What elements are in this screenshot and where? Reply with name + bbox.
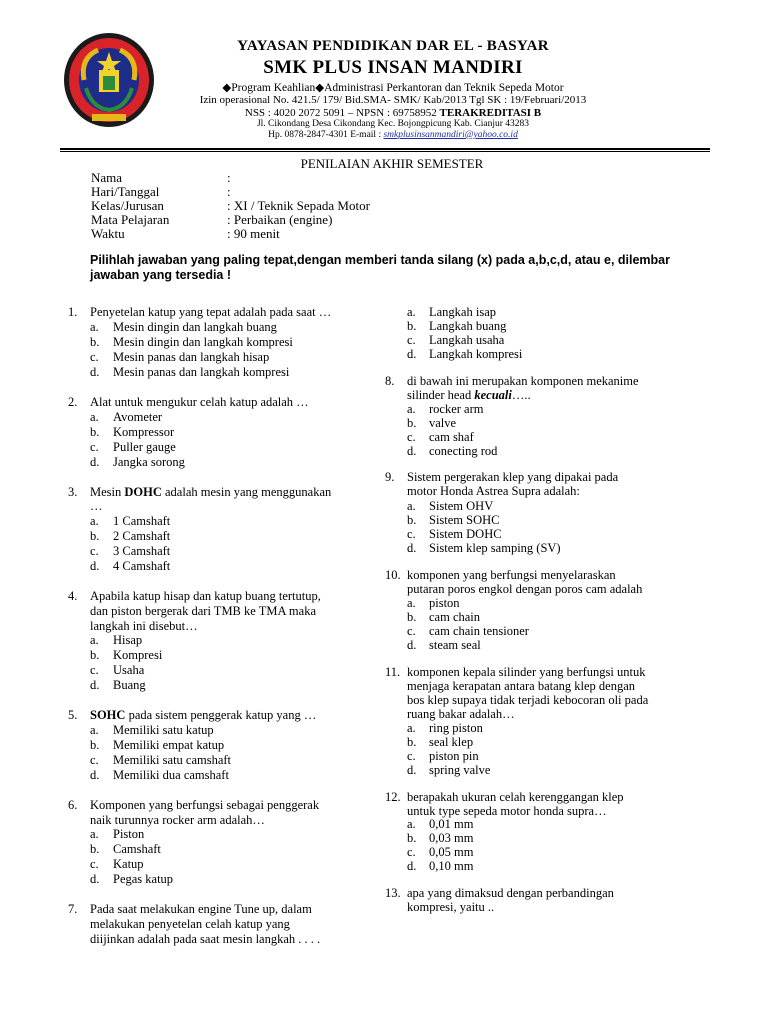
question-text: [90, 708, 316, 723]
option-text: 2 Camshaft: [113, 529, 171, 543]
option-text: cam shaf: [429, 430, 474, 444]
option-letter: b.: [90, 648, 100, 662]
option-text: spring valve: [429, 763, 491, 777]
nss-line: [176, 107, 610, 119]
option-letter: a.: [407, 499, 416, 513]
option-letter: d.: [90, 872, 100, 886]
option-text: Langkah isap: [429, 305, 496, 319]
question-number: 2.: [68, 395, 78, 409]
school-name: SMK PLUS INSAN MANDIRI: [263, 57, 523, 78]
question-9: [385, 470, 705, 500]
question-8: [385, 374, 705, 404]
header-divider-thin: [60, 151, 710, 152]
option-letter: d.: [407, 347, 417, 361]
option-text: rocker arm: [429, 402, 484, 416]
option-text: 4 Camshaft: [113, 559, 171, 573]
question-13: [385, 886, 705, 916]
option-letter: b.: [90, 529, 100, 543]
option-letter: a.: [407, 817, 416, 831]
option-letter: b.: [90, 842, 100, 856]
option-text: Usaha: [113, 663, 145, 677]
term-kecuali: kecuali: [474, 388, 512, 402]
question-text: kompresi, yaitu ..: [407, 900, 495, 914]
option-text: Langkah kompresi: [429, 347, 523, 361]
field-value: :: [227, 184, 231, 199]
question-text-cont: …: [90, 499, 103, 513]
question-text: di bawah ini merupakan komponen mekanime: [407, 374, 639, 388]
question-text: diijinkan adalah pada saat mesin langkah . . . .: [90, 932, 321, 946]
instructions-line: jawaban yang tersedia !: [90, 268, 232, 282]
option-letter: d.: [407, 541, 417, 555]
option-text: Pegas katup: [113, 872, 174, 886]
option-text: piston: [429, 596, 460, 610]
question-text: bos klep supaya tidak terjadi kebocoran oli pada: [407, 693, 649, 707]
option-letter: d.: [90, 768, 100, 782]
question-4: [68, 589, 378, 634]
option-letter: b.: [90, 335, 100, 349]
option-text: cam chain tensioner: [429, 624, 529, 638]
question-7: [68, 902, 378, 947]
instructions: [90, 253, 690, 283]
option-letter: b.: [407, 319, 417, 333]
question-text: Alat untuk mengukur celah katup adalah …: [90, 395, 309, 409]
option-text: Kompresi: [113, 648, 163, 662]
question-number: 4.: [68, 589, 78, 603]
option-text: cam chain: [429, 610, 481, 624]
option-text: piston pin: [429, 749, 479, 763]
phone-text: Hp. 0878-2847-4301 E-mail :: [268, 130, 382, 140]
option-letter: c.: [90, 544, 99, 558]
question-text: [90, 485, 331, 500]
question-text: dan piston bergerak dari TMB ke TMA maka: [90, 604, 317, 618]
address-line: Jl. Cikondang Desa Cikondang Kec. Bojongpicung Kab. Cianjur 43283: [256, 119, 530, 129]
option-text: Mesin panas dan langkah hisap: [113, 350, 270, 364]
question-number: 13.: [385, 886, 401, 900]
question-number: 9.: [385, 470, 395, 484]
option-text: Katup: [113, 857, 144, 871]
email-link[interactable]: smkplusinsanmandiri@yahoo.co.id: [383, 130, 518, 140]
question-text: melakukan penyetelan celah katup yang: [90, 917, 290, 931]
option-text: Jangka sorong: [113, 455, 185, 469]
option-letter: c.: [90, 350, 99, 364]
option-letter: c.: [407, 527, 416, 541]
field-value: :: [227, 170, 231, 185]
option-letter: d.: [90, 559, 100, 573]
option-letter: c.: [90, 440, 99, 454]
question-text: menjaga kerapatan antara batang klep dengan: [407, 679, 636, 693]
option-letter: a.: [90, 514, 99, 528]
question-text-part: pada sistem penggerak katup yang …: [125, 708, 317, 722]
option-letter: a.: [90, 633, 99, 647]
option-letter: c.: [90, 857, 99, 871]
option-letter: c.: [407, 624, 416, 638]
question-text: naik turunnya rocker arm adalah…: [90, 813, 265, 827]
question-text: komponen yang berfungsi menyelaraskan: [407, 568, 616, 582]
option-letter: a.: [90, 320, 99, 334]
option-letter: a.: [90, 827, 99, 841]
option-letter: c.: [407, 845, 416, 859]
question-number: 10.: [385, 568, 401, 582]
option-letter: a.: [407, 596, 416, 610]
option-letter: b.: [90, 738, 100, 752]
option-text: Kompressor: [113, 425, 175, 439]
option-letter: c.: [90, 753, 99, 767]
option-text: Sistem OHV: [429, 499, 494, 513]
option-text: Mesin panas dan langkah kompresi: [113, 365, 290, 379]
field-label: Waktu: [91, 226, 125, 241]
option-letter: d.: [407, 763, 417, 777]
option-letter: c.: [407, 333, 416, 347]
option-letter: b.: [407, 610, 417, 624]
option-letter: b.: [407, 513, 417, 527]
field-value: : XI / Teknik Sepada Motor: [227, 198, 370, 213]
question-6: [68, 798, 378, 828]
term-dohc: DOHC: [124, 485, 162, 499]
option-text: Mesin dingin dan langkah buang: [113, 320, 277, 334]
option-text: Puller gauge: [113, 440, 176, 454]
school-logo: [62, 30, 156, 136]
option-letter: b.: [407, 416, 417, 430]
question-5: [68, 708, 378, 724]
question-text: Penyetelan katup yang tepat adalah pada saat …: [90, 305, 332, 319]
option-letter: a.: [90, 723, 99, 737]
option-text: conecting rod: [429, 444, 498, 458]
question-number: 11.: [385, 665, 401, 679]
question-2: [68, 395, 378, 411]
field-label: Hari/Tanggal: [91, 184, 160, 199]
foundation-name: YAYASAN PENDIDIKAN DAR EL - BASYAR: [237, 38, 549, 54]
option-text: Memiliki satu camshaft: [113, 753, 232, 767]
question-number: 5.: [68, 708, 78, 722]
question-number: 6.: [68, 798, 78, 812]
question-12: [385, 790, 705, 820]
field-label: Kelas/Jurusan: [91, 198, 164, 213]
option-text: seal klep: [429, 735, 474, 749]
field-label: Mata Pelajaran: [91, 212, 170, 227]
question-10: [385, 568, 705, 598]
option-letter: b.: [407, 831, 417, 845]
question-number: 1.: [68, 305, 78, 319]
option-text: Langkah buang: [429, 319, 507, 333]
option-text: 0,10 mm: [429, 859, 474, 873]
question-text: komponen kepala silinder yang berfungsi untuk: [407, 665, 646, 679]
field-label: Nama: [91, 170, 123, 185]
option-letter: d.: [90, 365, 100, 379]
field-value: : Perbaikan (engine): [227, 212, 333, 227]
question-text: motor Honda Astrea Supra adalah:: [407, 484, 580, 498]
question-number: 3.: [68, 485, 78, 499]
option-text: Sistem klep samping (SV): [429, 541, 561, 555]
option-text: Sistem SOHC: [429, 513, 500, 527]
question-text: apa yang dimaksud dengan perbandingan: [407, 886, 614, 900]
license-line: Izin operasional No. 421.5/ 179/ Bid.SMA- SMK/ Kab/2013 Tgl SK : 19/Februari/2013: [199, 94, 587, 106]
option-text: Mesin dingin dan langkah kompresi: [113, 335, 293, 349]
option-text: Buang: [113, 678, 146, 692]
option-text: Memiliki dua camshaft: [113, 768, 229, 782]
option-text: Langkah usaha: [429, 333, 505, 347]
question-number: 12.: [385, 790, 401, 804]
question-text: berapakah ukuran celah kerenggangan klep: [407, 790, 624, 804]
option-text: 0,05 mm: [429, 845, 474, 859]
question-number: 7.: [68, 902, 78, 916]
option-letter: b.: [90, 425, 100, 439]
option-text: 1 Camshaft: [113, 514, 171, 528]
question-3: [68, 485, 378, 515]
option-text: Memiliki satu katup: [113, 723, 214, 737]
question-number: 8.: [385, 374, 395, 388]
question-11: [385, 665, 705, 723]
accreditation: TERAKREDITASI B: [439, 107, 542, 119]
option-text: Avometer: [113, 410, 163, 424]
question-text: untuk type sepeda motor honda supra…: [407, 804, 607, 818]
question-text-part: silinder head: [407, 388, 475, 402]
option-text: steam seal: [429, 638, 481, 652]
question-text: Pada saat melakukan engine Tune up, dalam: [90, 902, 312, 916]
option-letter: d.: [407, 444, 417, 458]
question-text-part: adalah mesin yang menggunakan: [161, 485, 332, 499]
term-sohc: SOHC: [90, 708, 126, 722]
option-text: Sistem DOHC: [429, 527, 502, 541]
option-letter: d.: [407, 859, 417, 873]
option-text: Memiliki empat katup: [113, 738, 225, 752]
option-letter: b.: [407, 735, 417, 749]
option-text: ring piston: [429, 721, 483, 735]
field-value: : 90 menit: [227, 226, 280, 241]
nss-text: NSS : 4020 2072 5091 – NPSN : 69758952: [244, 107, 437, 119]
question-text: [407, 388, 531, 403]
option-text: 3 Camshaft: [113, 544, 171, 558]
option-text: valve: [429, 416, 457, 430]
exam-title: PENILAIAN AKHIR SEMESTER: [300, 156, 484, 171]
question-text: ruang bakar adalah…: [407, 707, 515, 721]
option-letter: a.: [407, 402, 416, 416]
option-text: Hisap: [113, 633, 143, 647]
option-letter: a.: [407, 721, 416, 735]
option-text: Piston: [113, 827, 145, 841]
option-letter: d.: [90, 455, 100, 469]
option-letter: a.: [407, 305, 416, 319]
option-letter: d.: [407, 638, 417, 652]
question-text-part: Mesin: [90, 485, 125, 499]
option-letter: a.: [90, 410, 99, 424]
question-text-part: …..: [511, 388, 531, 402]
question-text: langkah ini disebut…: [90, 619, 198, 633]
option-text: 0,03 mm: [429, 831, 474, 845]
option-text: Camshaft: [113, 842, 161, 856]
instructions-line: Pilihlah jawaban yang paling tepat,dengan memberi tanda silang (x) pada a,b,c,d, atau e, dilembar: [90, 253, 670, 267]
header-divider: [60, 148, 710, 150]
contact-line: [176, 130, 610, 140]
question-text: Apabila katup hisap dan katup buang tertutup,: [90, 589, 321, 603]
option-text: 0,01 mm: [429, 817, 474, 831]
program-line: ◆Program Keahlian◆Administrasi Perkantoran dan Teknik Sepeda Motor: [222, 82, 564, 94]
option-letter: c.: [407, 749, 416, 763]
question-text: putaran poros engkol dengan poros cam adalah: [407, 582, 643, 596]
question-text: Komponen yang berfungsi sebagai penggerak: [90, 798, 320, 812]
option-letter: c.: [90, 663, 99, 677]
question-text: Sistem pergerakan klep yang dipakai pada: [407, 470, 619, 484]
option-letter: d.: [90, 678, 100, 692]
option-letter: c.: [407, 430, 416, 444]
